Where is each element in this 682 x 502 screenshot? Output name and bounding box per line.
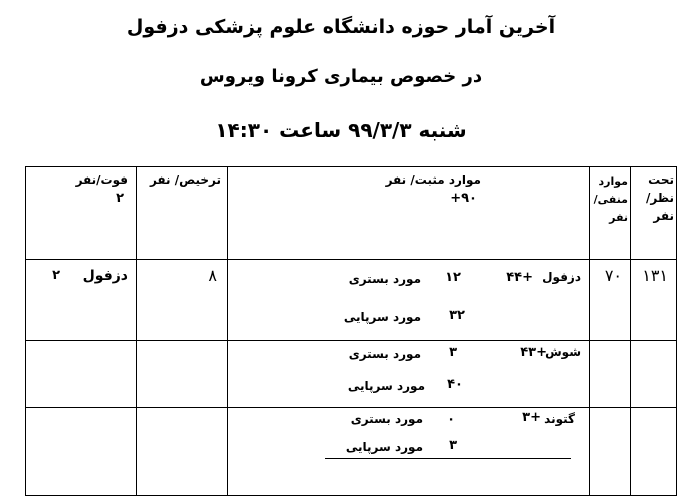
header-under-observation [631, 167, 677, 260]
hospitalized-value: ۰ [447, 412, 455, 427]
positive-cell [228, 260, 590, 341]
empty-cell [631, 341, 677, 408]
outpatient-label: مورد سرپایی [343, 310, 421, 324]
city-label: گتوند [544, 412, 575, 426]
city-label: دزفول [542, 270, 581, 284]
outpatient-label: مورد سرپایی [345, 440, 423, 454]
header-discharged-label: ترخیص/ نفر [149, 173, 221, 187]
empty-cell [26, 341, 137, 408]
city-positive-value: +۴۴ [506, 270, 533, 285]
hospitalized-label: مورد بستری [350, 412, 423, 426]
header-deaths-label: فوت/نفر [75, 173, 128, 187]
deaths-value: ۲ [52, 268, 60, 283]
positive-cell [228, 408, 590, 496]
header-deaths [26, 167, 137, 260]
outpatient-value: ۳۲ [449, 308, 465, 323]
under-observation-value: ۱۳۱ [642, 266, 668, 285]
empty-cell [26, 408, 137, 496]
negative-value: ۷۰ [604, 266, 622, 285]
header-positive [228, 167, 590, 260]
outpatient-value: ۴۰ [447, 377, 463, 392]
hospitalized-value: ۱۲ [445, 270, 461, 285]
under-observation-cell [631, 260, 677, 341]
empty-cell [590, 341, 631, 408]
table-row [26, 341, 677, 408]
city-positive-value: +۳ [522, 410, 541, 425]
hospitalized-label: مورد بستری [348, 347, 421, 361]
statistics-table [25, 166, 677, 496]
outpatient-label: مورد سرپایی [347, 379, 425, 393]
table-header-row [26, 167, 677, 260]
header-positive-total: +۹۰ [450, 191, 477, 206]
deaths-cell [26, 260, 137, 341]
empty-cell [590, 408, 631, 496]
negative-cell [590, 260, 631, 341]
header-positive-label: موارد مثبت/ نفر [385, 173, 481, 187]
header-discharged [137, 167, 228, 260]
discharged-value: ۸ [208, 266, 217, 285]
death-city-label: دزفول [82, 268, 128, 284]
divider-line [325, 458, 571, 459]
hospitalized-value: ۳ [449, 345, 457, 360]
table-row [26, 260, 677, 341]
header-deaths-total: ۲ [116, 191, 124, 206]
empty-cell [137, 408, 228, 496]
report-datetime: شنبه ۹۹/۳/۳ ساعت ۱۴:۳۰ [215, 118, 467, 142]
table-row [26, 408, 677, 496]
positive-cell [228, 341, 590, 408]
report-subtitle: در خصوص بیماری کرونا ویروس [199, 66, 483, 87]
header-under-observation-label: تحت نظر/ نفر [645, 173, 674, 223]
hospitalized-label: مورد بستری [348, 272, 421, 286]
header-negative [590, 167, 631, 260]
city-positive-value: +۴۳ [520, 345, 547, 360]
empty-cell [631, 408, 677, 496]
empty-cell [137, 341, 228, 408]
city-label: شوش [545, 345, 581, 359]
outpatient-value: ۳ [449, 438, 457, 453]
report-title: آخرین آمار حوزه دانشگاه علوم پزشکی دزفول [126, 16, 556, 38]
header-negative-label: موارد منفی/ نفر [593, 175, 628, 224]
discharged-cell [137, 260, 228, 341]
